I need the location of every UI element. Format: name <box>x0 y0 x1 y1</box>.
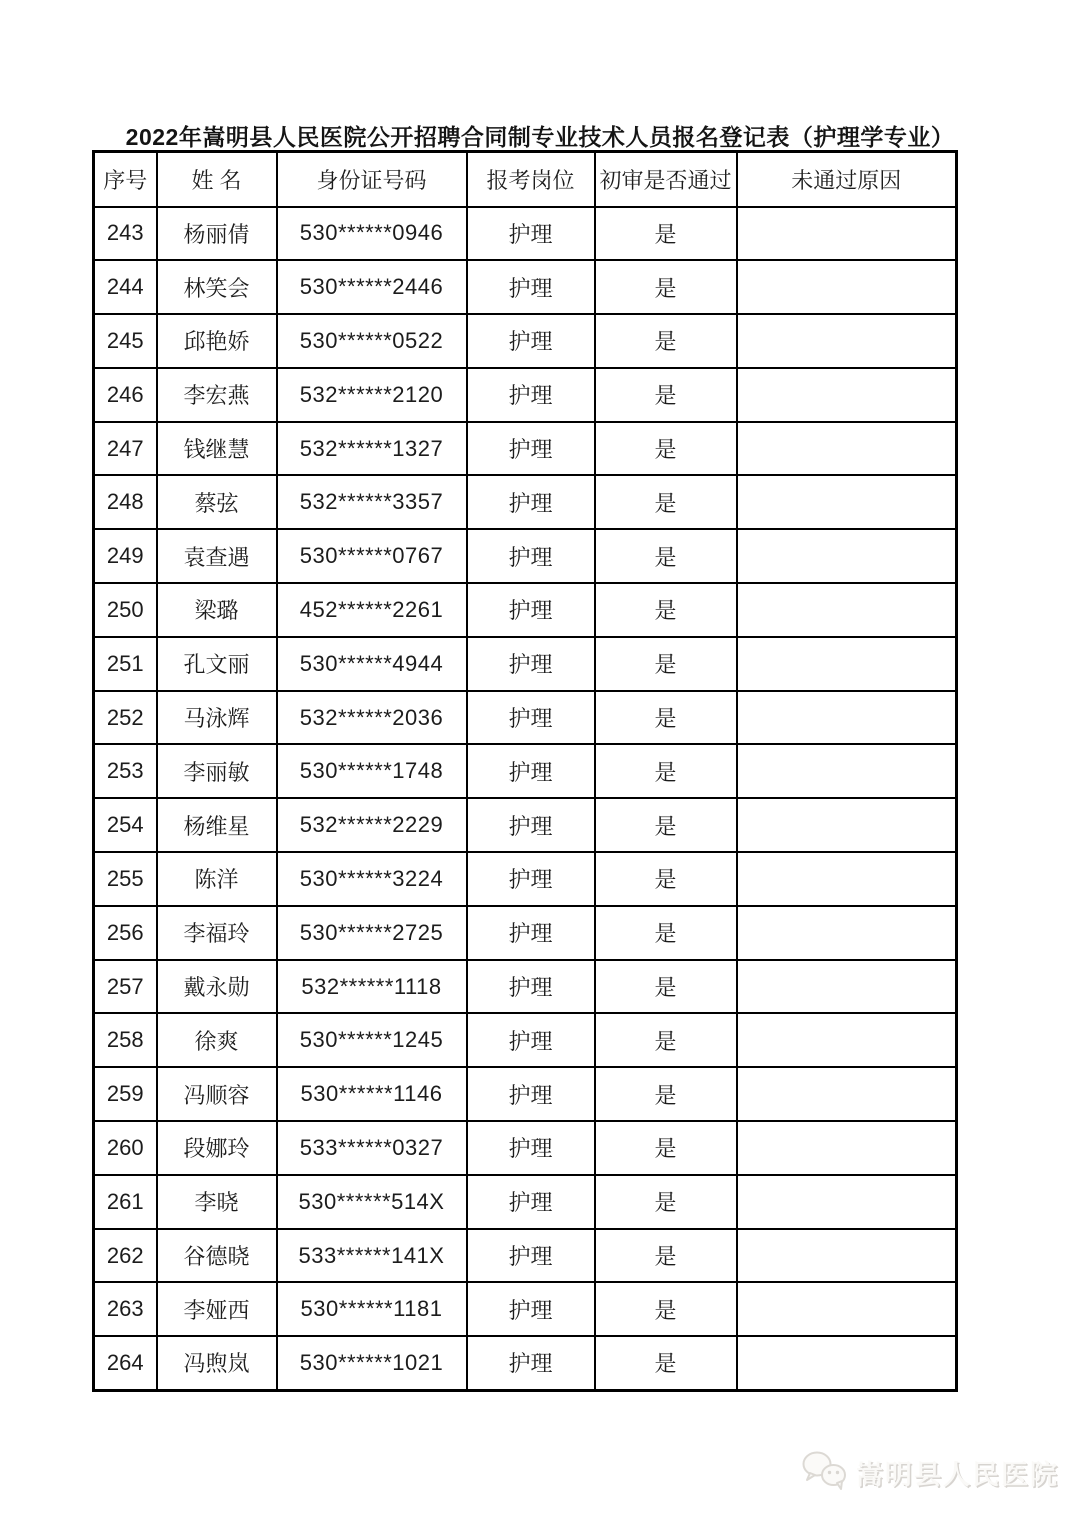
cell-fail-reason <box>737 798 957 852</box>
cell-name: 梁璐 <box>157 583 277 637</box>
watermark-text: 嵩明县人民医院 <box>856 1460 1059 1490</box>
wechat-icon <box>801 1449 849 1496</box>
cell-serial-number: 260 <box>94 1121 157 1175</box>
cell-name: 李丽敏 <box>157 744 277 798</box>
cell-name: 冯煦岚 <box>157 1336 277 1390</box>
cell-serial-number: 255 <box>94 852 157 906</box>
header-serial-number: 序号 <box>94 152 157 207</box>
cell-initial-review-passed: 是 <box>595 1282 737 1336</box>
cell-initial-review-passed: 是 <box>595 1175 737 1229</box>
cell-initial-review-passed: 是 <box>595 852 737 906</box>
cell-serial-number: 249 <box>94 529 157 583</box>
table-header-row <box>94 152 957 207</box>
cell-name: 戴永勋 <box>157 960 277 1014</box>
cell-initial-review-passed: 是 <box>595 1336 737 1390</box>
cell-initial-review-passed: 是 <box>595 314 737 368</box>
cell-name: 李福玲 <box>157 906 277 960</box>
cell-serial-number: 253 <box>94 744 157 798</box>
cell-position: 护理 <box>467 1121 595 1175</box>
cell-initial-review-passed: 是 <box>595 798 737 852</box>
cell-fail-reason <box>737 1336 957 1390</box>
cell-id-number: 530******1181 <box>277 1282 467 1336</box>
header-name: 姓 名 <box>157 152 277 207</box>
cell-serial-number: 245 <box>94 314 157 368</box>
cell-name: 李宏燕 <box>157 368 277 422</box>
cell-id-number: 530******1021 <box>277 1336 467 1390</box>
cell-initial-review-passed: 是 <box>595 744 737 798</box>
cell-initial-review-passed: 是 <box>595 475 737 529</box>
cell-name: 袁查遇 <box>157 529 277 583</box>
table-row <box>94 852 957 906</box>
registration-table <box>92 150 958 1392</box>
header-fail-reason: 未通过原因 <box>737 152 957 207</box>
cell-fail-reason <box>737 422 957 476</box>
cell-id-number: 530******1146 <box>277 1067 467 1121</box>
cell-initial-review-passed: 是 <box>595 960 737 1014</box>
cell-name: 徐爽 <box>157 1013 277 1067</box>
table-header <box>94 152 957 207</box>
cell-id-number: 533******141X <box>277 1229 467 1283</box>
cell-name: 李娅西 <box>157 1282 277 1336</box>
page-title: 2022年嵩明县人民医院公开招聘合同制专业技术人员报名登记表（护理学专业） <box>125 124 955 151</box>
cell-id-number: 530******0522 <box>277 314 467 368</box>
cell-serial-number: 246 <box>94 368 157 422</box>
table-row <box>94 1013 957 1067</box>
hospital-watermark <box>801 1449 1059 1496</box>
cell-name: 蔡弦 <box>157 475 277 529</box>
cell-initial-review-passed: 是 <box>595 1067 737 1121</box>
cell-name: 段娜玲 <box>157 1121 277 1175</box>
cell-fail-reason <box>737 637 957 691</box>
cell-name: 孔文丽 <box>157 637 277 691</box>
cell-position: 护理 <box>467 529 595 583</box>
table-row <box>94 960 957 1014</box>
cell-position: 护理 <box>467 960 595 1014</box>
cell-name: 谷德晓 <box>157 1229 277 1283</box>
cell-initial-review-passed: 是 <box>595 207 737 261</box>
cell-position: 护理 <box>467 1013 595 1067</box>
cell-position: 护理 <box>467 260 595 314</box>
cell-position: 护理 <box>467 207 595 261</box>
cell-fail-reason <box>737 1013 957 1067</box>
table-row <box>94 1336 957 1390</box>
cell-name: 陈洋 <box>157 852 277 906</box>
table-row <box>94 368 957 422</box>
cell-id-number: 530******0767 <box>277 529 467 583</box>
table-row <box>94 637 957 691</box>
cell-position: 护理 <box>467 1067 595 1121</box>
cell-serial-number: 261 <box>94 1175 157 1229</box>
cell-id-number: 530******0946 <box>277 207 467 261</box>
cell-id-number: 533******0327 <box>277 1121 467 1175</box>
cell-fail-reason <box>737 583 957 637</box>
cell-fail-reason <box>737 1067 957 1121</box>
cell-id-number: 530******2446 <box>277 260 467 314</box>
table-row <box>94 529 957 583</box>
table-row <box>94 1121 957 1175</box>
cell-serial-number: 256 <box>94 906 157 960</box>
cell-serial-number: 251 <box>94 637 157 691</box>
cell-fail-reason <box>737 744 957 798</box>
table-row <box>94 744 957 798</box>
cell-id-number: 532******2036 <box>277 691 467 745</box>
cell-initial-review-passed: 是 <box>595 583 737 637</box>
cell-id-number: 530******2725 <box>277 906 467 960</box>
table-row <box>94 1282 957 1336</box>
cell-fail-reason <box>737 1229 957 1283</box>
table-row <box>94 475 957 529</box>
cell-serial-number: 247 <box>94 422 157 476</box>
cell-serial-number: 250 <box>94 583 157 637</box>
cell-id-number: 530******1748 <box>277 744 467 798</box>
cell-serial-number: 257 <box>94 960 157 1014</box>
cell-position: 护理 <box>467 314 595 368</box>
cell-initial-review-passed: 是 <box>595 368 737 422</box>
cell-name: 杨维星 <box>157 798 277 852</box>
cell-id-number: 530******1245 <box>277 1013 467 1067</box>
table-body <box>94 207 957 1391</box>
cell-serial-number: 254 <box>94 798 157 852</box>
cell-position: 护理 <box>467 691 595 745</box>
cell-initial-review-passed: 是 <box>595 260 737 314</box>
cell-fail-reason <box>737 368 957 422</box>
cell-position: 护理 <box>467 1175 595 1229</box>
cell-id-number: 532******1118 <box>277 960 467 1014</box>
cell-id-number: 532******1327 <box>277 422 467 476</box>
cell-name: 马泳辉 <box>157 691 277 745</box>
cell-position: 护理 <box>467 906 595 960</box>
table-row <box>94 906 957 960</box>
cell-position: 护理 <box>467 583 595 637</box>
header-id-number: 身份证号码 <box>277 152 467 207</box>
cell-serial-number: 252 <box>94 691 157 745</box>
cell-id-number: 530******4944 <box>277 637 467 691</box>
cell-position: 护理 <box>467 852 595 906</box>
table-row <box>94 422 957 476</box>
cell-initial-review-passed: 是 <box>595 422 737 476</box>
table-row <box>94 1229 957 1283</box>
cell-fail-reason <box>737 475 957 529</box>
cell-fail-reason <box>737 906 957 960</box>
cell-fail-reason <box>737 960 957 1014</box>
cell-serial-number: 259 <box>94 1067 157 1121</box>
cell-initial-review-passed: 是 <box>595 691 737 745</box>
cell-initial-review-passed: 是 <box>595 1121 737 1175</box>
cell-position: 护理 <box>467 1229 595 1283</box>
cell-serial-number: 248 <box>94 475 157 529</box>
cell-name: 钱继慧 <box>157 422 277 476</box>
cell-position: 护理 <box>467 422 595 476</box>
table-row <box>94 583 957 637</box>
cell-position: 护理 <box>467 798 595 852</box>
cell-position: 护理 <box>467 1336 595 1390</box>
cell-serial-number: 244 <box>94 260 157 314</box>
table-row <box>94 207 957 261</box>
cell-position: 护理 <box>467 744 595 798</box>
cell-id-number: 532******3357 <box>277 475 467 529</box>
cell-id-number: 532******2120 <box>277 368 467 422</box>
table-row <box>94 691 957 745</box>
cell-fail-reason <box>737 691 957 745</box>
table-row <box>94 798 957 852</box>
cell-initial-review-passed: 是 <box>595 906 737 960</box>
cell-initial-review-passed: 是 <box>595 637 737 691</box>
cell-fail-reason <box>737 529 957 583</box>
table-row <box>94 1067 957 1121</box>
cell-name: 冯顺容 <box>157 1067 277 1121</box>
cell-name: 林笑会 <box>157 260 277 314</box>
cell-fail-reason <box>737 852 957 906</box>
cell-fail-reason <box>737 207 957 261</box>
table-row <box>94 260 957 314</box>
cell-id-number: 530******3224 <box>277 852 467 906</box>
cell-serial-number: 243 <box>94 207 157 261</box>
cell-initial-review-passed: 是 <box>595 1229 737 1283</box>
cell-id-number: 530******514X <box>277 1175 467 1229</box>
cell-fail-reason <box>737 314 957 368</box>
cell-fail-reason <box>737 1282 957 1336</box>
cell-fail-reason <box>737 1175 957 1229</box>
cell-initial-review-passed: 是 <box>595 529 737 583</box>
cell-fail-reason <box>737 260 957 314</box>
header-position: 报考岗位 <box>467 152 595 207</box>
cell-position: 护理 <box>467 637 595 691</box>
header-initial-review-passed: 初审是否通过 <box>595 152 737 207</box>
cell-fail-reason <box>737 1121 957 1175</box>
cell-initial-review-passed: 是 <box>595 1013 737 1067</box>
table-row <box>94 314 957 368</box>
cell-name: 杨丽倩 <box>157 207 277 261</box>
cell-name: 邱艳娇 <box>157 314 277 368</box>
cell-serial-number: 262 <box>94 1229 157 1283</box>
cell-serial-number: 264 <box>94 1336 157 1390</box>
cell-name: 李晓 <box>157 1175 277 1229</box>
table-row <box>94 1175 957 1229</box>
cell-position: 护理 <box>467 368 595 422</box>
cell-id-number: 532******2229 <box>277 798 467 852</box>
cell-id-number: 452******2261 <box>277 583 467 637</box>
cell-serial-number: 258 <box>94 1013 157 1067</box>
cell-position: 护理 <box>467 1282 595 1336</box>
cell-position: 护理 <box>467 475 595 529</box>
cell-serial-number: 263 <box>94 1282 157 1336</box>
